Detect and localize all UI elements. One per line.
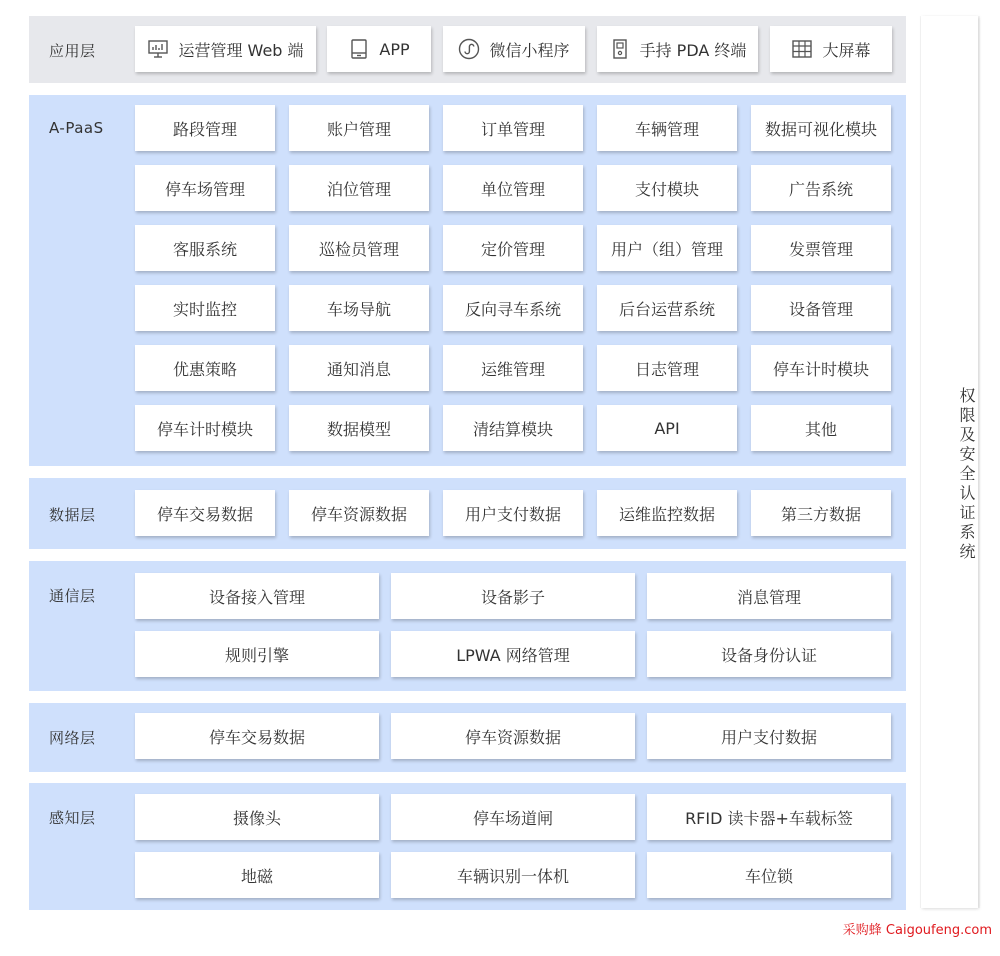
app-item-web [135,26,316,72]
grid-screen-icon [791,38,813,60]
comm-module-box: 设备接入管理 [135,573,379,619]
data-module-box: 第三方数据 [751,490,891,536]
apaas-module-box: 客服系统 [135,225,275,271]
apaas-module-box: 后台运营系统 [597,285,737,331]
comm-layer-title: 通信层 [49,587,96,605]
data-module-box: 停车交易数据 [135,490,275,536]
apaas-module-box: 数据可视化模块 [751,105,891,151]
app-item-bigscreen [770,26,892,72]
app-layer [29,16,906,83]
sense-module-box: RFID 读卡器+车载标签 [647,794,891,840]
apaas-module-box: 单位管理 [443,165,583,211]
data-layer-title: 数据层 [49,506,96,524]
apaas-module-box: 巡检员管理 [289,225,429,271]
sense-module-box: 摄像头 [135,794,379,840]
comm-module-box: 设备影子 [391,573,635,619]
apaas-module-box: 订单管理 [443,105,583,151]
comm-module-box: 设备身份认证 [647,631,891,677]
apaas-module-box: 实时监控 [135,285,275,331]
data-module-box: 用户支付数据 [443,490,583,536]
apaas-module-box: 用户（组）管理 [597,225,737,271]
comm-layer [29,561,906,691]
app-item-label: APP [379,39,410,59]
apaas-module-box: 其他 [751,405,891,451]
comm-module-box: 消息管理 [647,573,891,619]
watermark: 采购蜂 Caigoufeng.com [842,923,992,938]
sense-module-box: 停车场道闸 [391,794,635,840]
apaas-layer [29,95,906,466]
apaas-module-box: 停车场管理 [135,165,275,211]
apaas-module-box: 车辆管理 [597,105,737,151]
apaas-module-box: 日志管理 [597,345,737,391]
app-item-pda [597,26,758,72]
app-item-label: 微信小程序 [489,40,570,60]
comm-module-box: LPWA 网络管理 [391,631,635,677]
network-module-box: 停车交易数据 [135,713,379,759]
apaas-module-box: 停车计时模块 [751,345,891,391]
apaas-module-box: 通知消息 [289,345,429,391]
sense-module-box: 车辆识别一体机 [391,852,635,898]
app-item-label: 手持 PDA 终端 [639,40,747,60]
pda-icon [609,38,631,60]
app-layer-title: 应用层 [49,42,96,60]
apaas-module-box: 优惠策略 [135,345,275,391]
data-module-box: 停车资源数据 [289,490,429,536]
apaas-module-box: 账户管理 [289,105,429,151]
apaas-module-box: 定价管理 [443,225,583,271]
apaas-module-box: 运维管理 [443,345,583,391]
apaas-module-box: 广告系统 [751,165,891,211]
apaas-module-box: 泊位管理 [289,165,429,211]
comm-module-box: 规则引擎 [135,631,379,677]
security-side-panel-title: 权限及安全认证系统 [957,387,976,563]
apaas-layer-title: A-PaaS [49,119,104,137]
apaas-module-box: 停车计时模块 [135,405,275,451]
sense-layer [29,783,906,910]
apaas-module-box: 路段管理 [135,105,275,151]
network-module-box: 用户支付数据 [647,713,891,759]
apaas-module-box: 数据模型 [289,405,429,451]
apaas-module-box: API [597,405,737,451]
app-item-label: 大屏幕 [822,40,871,60]
app-item-label: 运营管理 Web 端 [178,40,304,60]
apaas-module-box: 发票管理 [751,225,891,271]
app-item-wechat [443,26,585,72]
sense-layer-title: 感知层 [49,809,96,827]
apaas-module-box: 支付模块 [597,165,737,211]
sense-module-box: 车位锁 [647,852,891,898]
network-module-box: 停车资源数据 [391,713,635,759]
apaas-module-box: 车场导航 [289,285,429,331]
apaas-module-box: 设备管理 [751,285,891,331]
app-item-app [327,26,431,72]
network-layer [29,703,906,772]
sense-module-box: 地磁 [135,852,379,898]
monitor-chart-icon [147,38,169,60]
apaas-module-box: 清结算模块 [443,405,583,451]
apaas-module-box: 反向寻车系统 [443,285,583,331]
tablet-icon [348,38,370,60]
data-module-box: 运维监控数据 [597,490,737,536]
mini-program-icon [458,38,480,60]
network-layer-title: 网络层 [49,729,96,747]
data-layer [29,478,906,549]
